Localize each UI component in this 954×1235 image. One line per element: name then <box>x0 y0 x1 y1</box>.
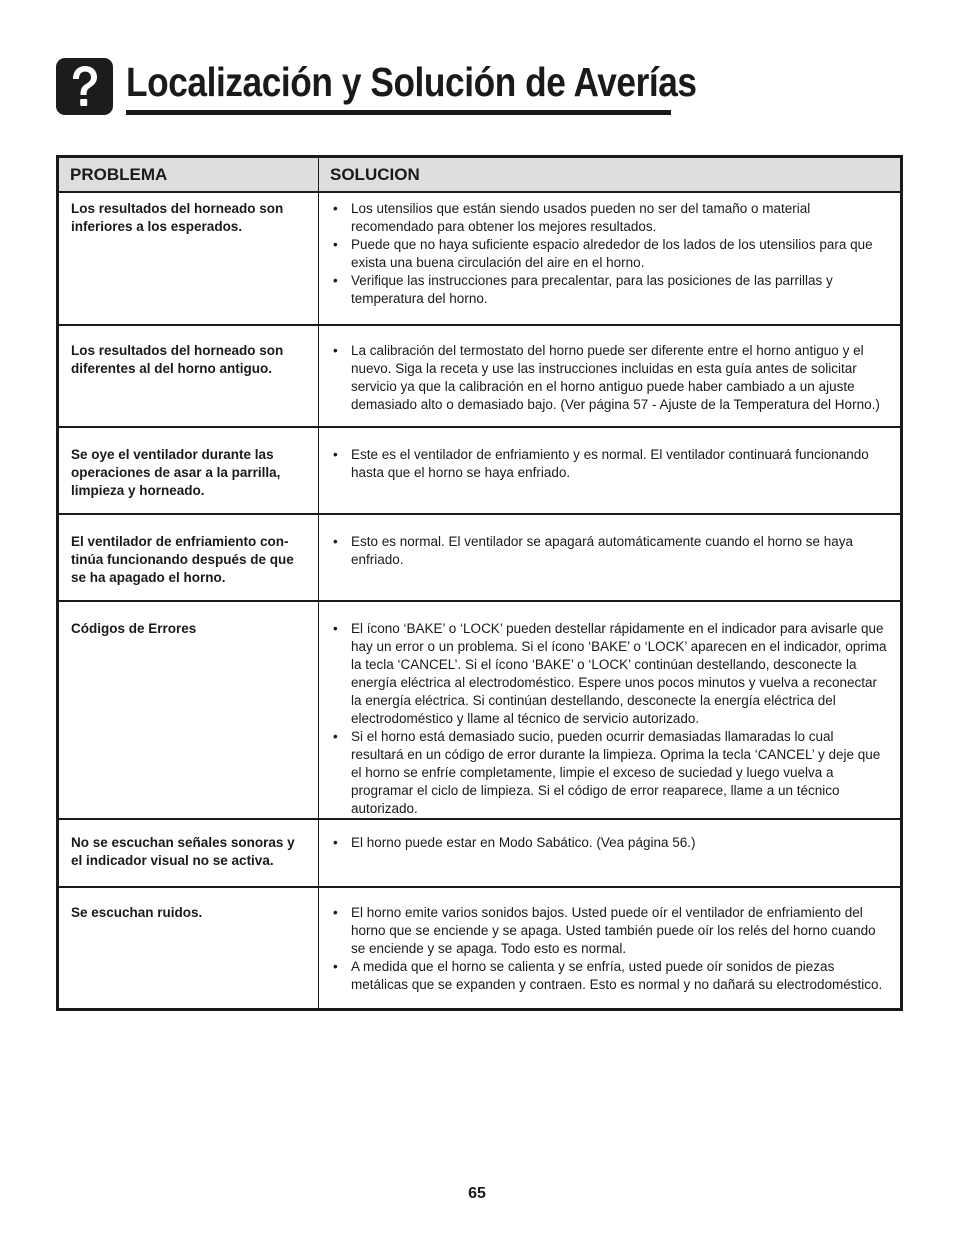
solution-cell <box>319 192 902 325</box>
page-number: 65 <box>468 1185 486 1202</box>
table-row <box>58 514 902 601</box>
problem-cell <box>58 819 319 887</box>
problem-cell <box>58 887 319 1009</box>
table-row <box>58 887 902 1009</box>
solution-list <box>329 446 888 482</box>
problem-cell <box>58 427 319 514</box>
title-underline <box>126 110 671 115</box>
page-header <box>56 56 697 120</box>
problem-cell: Los resultados del horneado son inferiores a los esperados. <box>58 192 319 325</box>
solution-cell <box>319 427 902 514</box>
problem-text: Códigos de Errores <box>71 621 197 636</box>
solution-item: • Los utensilios que están siendo usados pueden no ser del tamaño o material recomendado para obtener los mejores resultados. <box>329 200 888 236</box>
table-row <box>58 819 902 887</box>
solution-cell <box>319 514 902 601</box>
solution-item: • Esto es normal. El ventilador se apagará automáticamente cuando el horno se haya enfriado. <box>329 533 888 569</box>
solution-list <box>329 342 888 414</box>
solution-list <box>329 904 888 994</box>
problem-text: Los resultados del horneado son diferentes al del horno antiguo. <box>71 343 284 376</box>
solution-item: • El horno puede estar en Modo Sabático. (Vea página 56.) <box>329 834 888 852</box>
solution-item: • A medida que el horno se calienta y se enfría, usted puede oír sonidos de piezas metálicas que se expanden y contraen. Esto es normal y no dañará su electrodoméstico. <box>329 958 888 994</box>
solution-item: • Este es el ventilador de enfriamiento y es normal. El ventilador continuará funcionando hasta que el horno se haya enfriado. <box>329 446 888 482</box>
solution-list <box>329 620 888 818</box>
table-row <box>58 325 902 427</box>
problem-cell <box>58 325 319 427</box>
table-row <box>58 192 902 325</box>
solution-cell <box>319 819 902 887</box>
solution-cell <box>319 887 902 1009</box>
solution-cell <box>319 325 902 427</box>
solution-item: • El horno emite varios sonidos bajos. Usted puede oír el ventilador de enfriamiento del horno que se enciende y se apaga. Usted también puede oír los relés del horno cuando se enciende y se apaga. Todo esto es normal. <box>329 904 888 958</box>
table-row <box>58 427 902 514</box>
column-header-problem: PROBLEMA <box>58 157 319 193</box>
solution-list <box>329 834 888 852</box>
problem-cell <box>58 601 319 819</box>
table-header-row <box>58 157 902 193</box>
problem-cell <box>58 514 319 601</box>
column-header-solution: SOLUCION <box>319 157 902 193</box>
table-row <box>58 601 902 819</box>
solution-list <box>329 533 888 569</box>
solution-list <box>329 200 888 308</box>
page-title: Localización y Solución de Averías <box>126 59 697 105</box>
problem-text: No se escuchan señales sonoras y el indicador visual no se activa. <box>71 835 295 868</box>
question-mark-icon <box>56 58 113 115</box>
solution-item: • La calibración del termostato del horno puede ser diferente entre el horno antiguo y el nuevo. Siga la receta y use las instrucciones incluidas en esta guía antes de solicitar servicio ya que la calibración en el horno antiguo puede haber cambiado a un ajuste demasiado alto o demasiado bajo. (Ver página 57 - Ajuste de la Temperatura del Horno.) <box>329 342 888 414</box>
solution-cell <box>319 601 902 819</box>
solution-item: • El ícono ‘BAKE’ o ‘LOCK’ pueden destellar rápidamente en el indicador para avisarle que hay un error o un problema. Si el ícono ‘BAKE’ o ‘LOCK’ aparecen en el indicador, oprima la tecla ‘CANCEL’. Si el ícono ‘BAKE’ o ‘LOCK’ continúan destellando, desconecte la energía eléctrica al electrodoméstico. Espere unos pocos minutos y vuelva a reconectar la energía eléctrica. Si continúan destellando, desconecte la energía eléctrica del electrodoméstico y llame al técnico de servicio autorizado. <box>329 620 888 728</box>
solution-item: • Si el horno está demasiado sucio, pueden ocurrir demasiadas llamaradas lo cual resultará en un código de error durante la limpieza. Oprima la tecla ‘CANCEL’ y deje que el horno se enfríe completamente, limpie el exceso de suciedad y luego vuelva a programar el ciclo de limpieza. Si el código de error reaparece, llame a un técnico autorizado. <box>329 728 888 818</box>
solution-item: • Verifique las instrucciones para precalentar, para las posiciones de las parrillas y temperatura del horno. <box>329 272 888 308</box>
problem-text: Se oye el ventilador durante las operaciones de asar a la parrilla, limpieza y horneado. <box>71 447 281 498</box>
troubleshooting-table <box>56 155 903 1011</box>
problem-text: El ventilador de enfriamiento con-tinúa funcionando después de que se ha apagado el horno. <box>71 534 294 585</box>
problem-text: Se escuchan ruidos. <box>71 905 203 920</box>
solution-item: • Puede que no haya suficiente espacio alrededor de los lados de los utensilios para que exista una buena circulación del aire en el horno. <box>329 236 888 272</box>
